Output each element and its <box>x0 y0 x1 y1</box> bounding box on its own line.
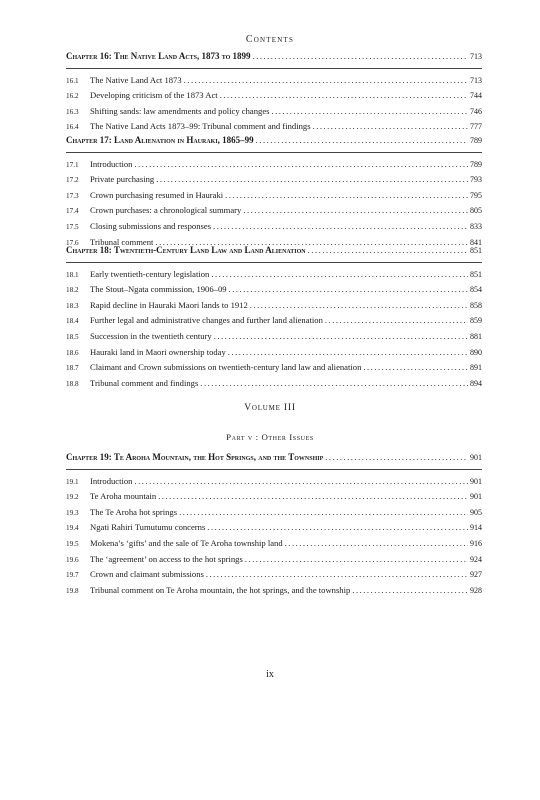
section-number: 17.5 <box>66 222 79 231</box>
section-number: 16.4 <box>66 123 79 132</box>
page-number: 851 <box>470 269 482 279</box>
section-title: Introduction <box>90 158 133 169</box>
page-number: 914 <box>470 523 482 533</box>
page-number: 833 <box>470 221 482 231</box>
chapter-title: Chapter 18: Twentieth-Century Land Law and Land Alienation <box>66 245 306 255</box>
section-entry[interactable] <box>66 583 482 599</box>
page-number: 795 <box>470 190 482 200</box>
dot-leader <box>228 345 468 361</box>
section-entry[interactable] <box>66 282 482 298</box>
section-entry[interactable] <box>66 567 482 583</box>
dot-leader <box>220 88 468 104</box>
chapter-heading[interactable] <box>66 243 482 259</box>
page-folio: ix <box>266 669 274 680</box>
section-number: 16.2 <box>66 92 79 101</box>
section-title: Further legal and administrative changes and further land alienation <box>90 315 323 326</box>
part-heading: Part v : Other Issues <box>226 432 314 442</box>
section-title: Tribunal comment <box>90 236 154 247</box>
page-number: 916 <box>470 538 482 548</box>
section-entry[interactable] <box>66 376 482 392</box>
dot-leader <box>134 157 468 173</box>
section-title: Crown purchasing resumed in Hauraki <box>90 189 224 200</box>
section-number: 18.6 <box>66 348 79 357</box>
dot-leader <box>308 243 468 259</box>
dot-leader <box>213 219 468 235</box>
dot-leader <box>211 267 468 283</box>
rule <box>66 68 482 69</box>
page-title: Contents <box>245 34 295 45</box>
page-number: 793 <box>470 175 482 185</box>
section-number: 19.8 <box>66 586 79 595</box>
page-number: 890 <box>470 347 482 357</box>
page-number: 841 <box>470 237 482 247</box>
section-number: 19.1 <box>66 477 79 486</box>
section-number: 19.4 <box>66 524 79 533</box>
section-title: Te Aroha mountain <box>90 491 157 502</box>
section-number: 19.6 <box>66 555 79 564</box>
dot-leader <box>352 583 468 599</box>
dot-leader <box>179 505 468 521</box>
dot-leader <box>134 474 468 490</box>
page-number: 805 <box>470 206 482 216</box>
dot-leader <box>225 188 468 204</box>
section-number: 18.8 <box>66 379 79 388</box>
dot-leader <box>214 329 468 345</box>
section-number: 19.2 <box>66 493 79 502</box>
section-number: 18.5 <box>66 332 79 341</box>
dot-leader <box>207 520 468 536</box>
dot-leader <box>256 133 468 149</box>
section-title: Closing submissions and responses <box>90 220 212 231</box>
section-number: 18.4 <box>66 317 79 326</box>
page-number: 858 <box>470 300 482 310</box>
section-title: Introduction <box>90 475 133 486</box>
chapter-18-block <box>66 243 482 391</box>
dot-leader <box>243 203 468 219</box>
section-number: 17.2 <box>66 176 79 185</box>
section-title: Tribunal comment and findings <box>90 377 199 388</box>
section-number: 18.2 <box>66 286 79 295</box>
section-entry[interactable] <box>66 188 482 204</box>
page-number: 746 <box>470 106 482 116</box>
chapter-heading[interactable] <box>66 450 482 466</box>
section-entry[interactable] <box>66 172 482 188</box>
dot-leader <box>253 49 468 65</box>
dot-leader <box>156 172 468 188</box>
section-number: 16.3 <box>66 107 79 116</box>
section-entry[interactable] <box>66 360 482 376</box>
dot-leader <box>271 104 468 120</box>
section-title: The Native Land Act 1873 <box>90 74 182 85</box>
chapter-17-block <box>66 133 482 250</box>
section-number: 16.1 <box>66 76 79 85</box>
rule <box>66 469 482 470</box>
section-number: 17.1 <box>66 160 79 169</box>
section-entry[interactable] <box>66 474 482 490</box>
chapter-title: Chapter 17: Land Alienation in Hauraki, 1865–99 <box>66 135 254 145</box>
section-title: The Stout–Ngata commission, 1906–09 <box>90 284 227 295</box>
section-title: Shifting sands: law amendments and policy changes <box>90 105 270 116</box>
section-number: 18.7 <box>66 364 79 373</box>
dot-leader <box>184 73 468 89</box>
section-number: 17.3 <box>66 191 79 200</box>
section-title: Crown purchases: a chronological summary <box>90 205 242 216</box>
dot-leader <box>325 313 468 329</box>
page-number: 789 <box>470 136 482 145</box>
section-number: 18.3 <box>66 301 79 310</box>
section-entry[interactable] <box>66 73 482 89</box>
page-number: 713 <box>470 52 482 61</box>
dot-leader <box>285 536 468 552</box>
chapter-title: Chapter 19: Te Aroha Mountain, the Hot Springs, and the Township <box>66 452 324 462</box>
section-entry[interactable] <box>66 329 482 345</box>
section-title: Private purchasing <box>90 174 155 185</box>
section-title: The ‘agreement’ on access to the hot springs <box>90 553 243 564</box>
section-title: Crown and claimant submissions <box>90 569 204 580</box>
page-number: 851 <box>470 246 482 255</box>
section-title: Claimant and Crown submissions on twentieth-century land law and alienation <box>90 362 362 373</box>
section-entry[interactable] <box>66 552 482 568</box>
page-number: 928 <box>470 585 482 595</box>
page-number: 744 <box>470 91 482 101</box>
section-number: 19.7 <box>66 571 79 580</box>
section-number: 17.6 <box>66 238 79 247</box>
chapter-title: Chapter 16: The Native Land Acts, 1873 to 1899 <box>66 51 251 61</box>
page-number: 924 <box>470 554 482 564</box>
volume-heading: Volume III <box>244 403 296 413</box>
dot-leader <box>325 450 468 466</box>
dot-leader <box>200 376 468 392</box>
page-number: 854 <box>470 285 482 295</box>
page-number: 905 <box>470 507 482 517</box>
section-entry[interactable] <box>66 104 482 120</box>
page-number: 789 <box>470 159 482 169</box>
page-number: 859 <box>470 316 482 326</box>
section-title: Developing criticism of the 1873 Act <box>90 90 218 101</box>
dot-leader <box>229 282 468 298</box>
page-number: 901 <box>470 453 482 462</box>
rule <box>66 262 482 263</box>
section-title: Succession in the twentieth century <box>90 330 212 341</box>
section-entry[interactable] <box>66 298 482 314</box>
section-title: Tribunal comment on Te Aroha mountain, the hot springs, and the township <box>90 584 351 595</box>
section-title: Hauraki land in Maori ownership today <box>90 346 226 357</box>
section-entry[interactable] <box>66 505 482 521</box>
section-entry[interactable] <box>66 157 482 173</box>
chapter-heading[interactable] <box>66 133 482 149</box>
dot-leader <box>250 298 468 314</box>
section-number: 19.5 <box>66 539 79 548</box>
rule <box>66 152 482 153</box>
section-title: Rapid decline in Hauraki Maori lands to 1912 <box>90 299 248 310</box>
section-entry[interactable] <box>66 313 482 329</box>
chapter-19-block <box>66 450 482 598</box>
section-entry[interactable] <box>66 267 482 283</box>
section-title: The Native Land Acts 1873–99: Tribunal comment and findings <box>90 121 311 132</box>
dot-leader <box>206 567 468 583</box>
section-title: Ngati Rahiri Tumutumu concerns <box>90 522 206 533</box>
section-entry[interactable] <box>66 203 482 219</box>
section-title: Mokena’s ‘gifts’ and the sale of Te Aroha township land <box>90 537 283 548</box>
dot-leader <box>158 489 468 505</box>
section-title: The Te Aroha hot springs <box>90 506 178 517</box>
section-entry[interactable] <box>66 345 482 361</box>
page-number: 777 <box>470 122 482 132</box>
section-entry[interactable] <box>66 219 482 235</box>
page-number: 891 <box>470 363 482 373</box>
page-number: 901 <box>470 476 482 486</box>
chapter-heading[interactable] <box>66 49 482 65</box>
page-number: 713 <box>470 75 482 85</box>
dot-leader <box>245 552 468 568</box>
page-number: 901 <box>470 492 482 502</box>
section-entry[interactable] <box>66 520 482 536</box>
section-title: Early twentieth-century legislation <box>90 268 210 279</box>
page-number: 894 <box>470 378 482 388</box>
section-entry[interactable] <box>66 88 482 104</box>
section-number: 17.4 <box>66 207 79 216</box>
section-number: 19.3 <box>66 508 79 517</box>
dot-leader <box>363 360 468 376</box>
page-number: 927 <box>470 570 482 580</box>
page-number: 881 <box>470 331 482 341</box>
section-entry[interactable] <box>66 489 482 505</box>
section-number: 18.1 <box>66 270 79 279</box>
chapter-16-block <box>66 49 482 135</box>
section-entry[interactable] <box>66 536 482 552</box>
